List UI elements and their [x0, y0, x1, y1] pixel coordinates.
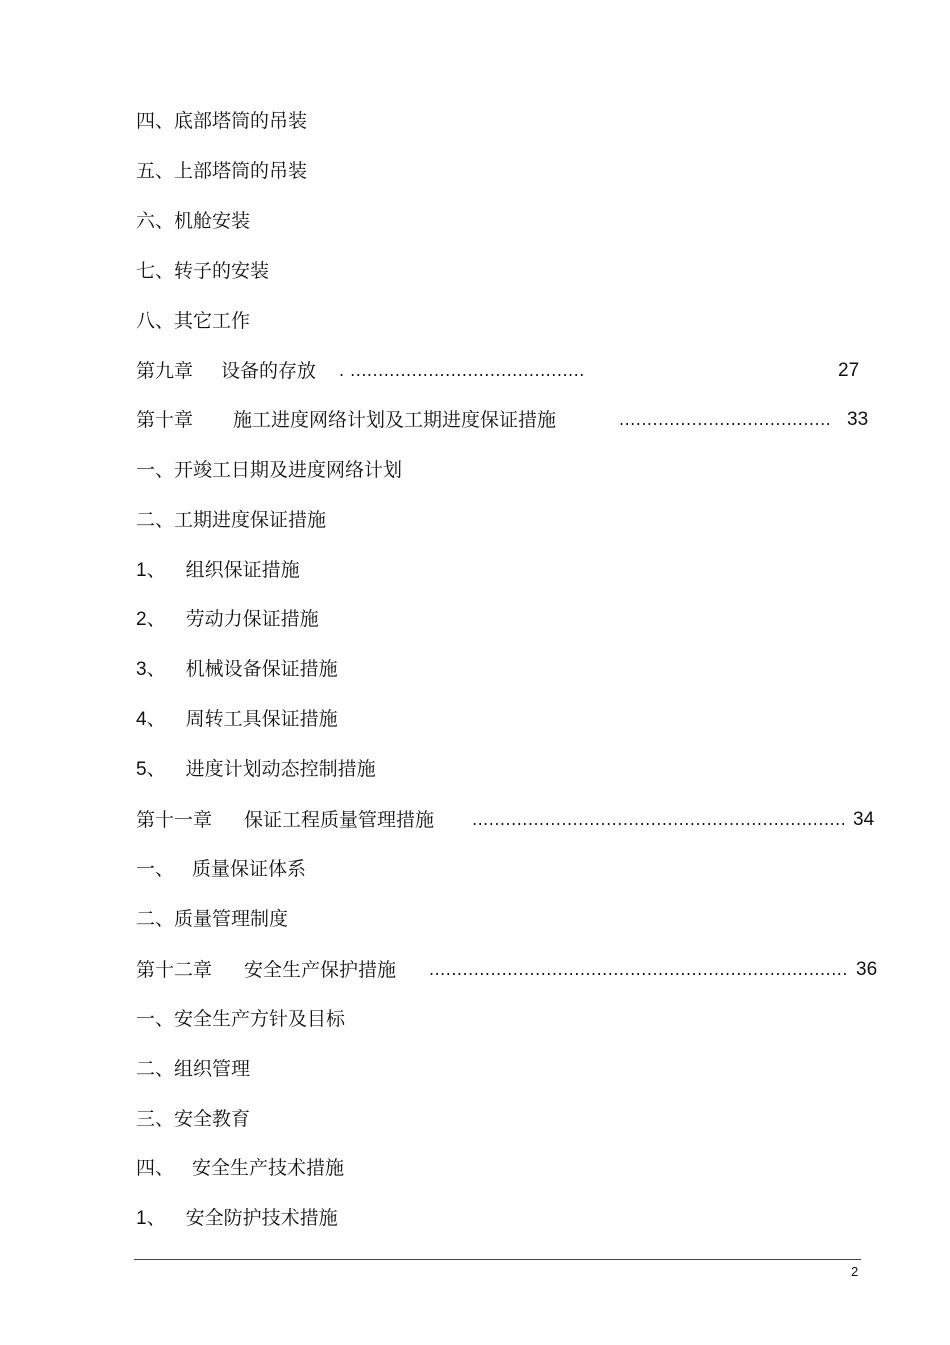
entry-text: 安全防护技术措施 — [185, 1207, 338, 1229]
footer-divider — [134, 1259, 861, 1260]
toc-entry — [136, 757, 376, 782]
entry-number: 2、 — [136, 609, 166, 630]
chapter-title: 施工进度网络计划及工期进度保证措施 — [233, 409, 557, 431]
leader-dots: . .......................................... — [339, 361, 585, 380]
entry-text: 周转工具保证措施 — [185, 708, 338, 730]
entry-text: 组织保证措施 — [185, 559, 300, 581]
chapter-number: 第十章 — [136, 409, 194, 431]
chapter-title: 安全生产保护措施 — [244, 959, 397, 981]
chapter-title: 设备的存放 — [221, 360, 317, 382]
entry-text: 机械设备保证措施 — [185, 658, 338, 680]
entry-number: 4、 — [136, 709, 166, 730]
toc-entry — [136, 657, 338, 682]
toc-chapter-11 — [136, 808, 434, 832]
toc-entry: 三、安全教育 — [136, 1108, 251, 1130]
leader-dots: ...................................... — [619, 410, 832, 429]
page-number: 36 — [856, 959, 878, 980]
chapter-number: 第十二章 — [136, 959, 213, 981]
leader-dots: ................................................................... — [472, 810, 847, 829]
chapter-number: 第九章 — [136, 360, 194, 382]
toc-entry: 一、开竣工日期及进度网络计划 — [136, 459, 403, 481]
entry-text: 劳动力保证措施 — [185, 608, 319, 630]
toc-entry: 二、组织管理 — [136, 1058, 251, 1080]
entry-text: 质量保证体系 — [192, 858, 307, 880]
toc-entry: 二、工期进度保证措施 — [136, 509, 327, 531]
entry-number: 一、 — [136, 858, 175, 880]
toc-chapter-10 — [136, 408, 556, 432]
toc-entry — [136, 558, 300, 583]
leader-dots: ........................................................................... — [429, 960, 848, 979]
page-number: 33 — [847, 409, 869, 430]
toc-entry — [136, 1206, 338, 1231]
toc-entry: 六、机舱安装 — [136, 210, 251, 232]
entry-text: 进度计划动态控制措施 — [185, 758, 376, 780]
entry-text: 安全生产技术措施 — [192, 1157, 345, 1179]
entry-number: 1、 — [136, 1208, 166, 1229]
toc-entry: 一、安全生产方针及目标 — [136, 1008, 346, 1030]
page-number: 27 — [838, 360, 860, 381]
toc-chapter-9 — [136, 359, 316, 383]
chapter-title: 保证工程质量管理措施 — [244, 809, 435, 831]
chapter-number: 第十一章 — [136, 809, 213, 831]
toc-entry: 四、底部塔筒的吊装 — [136, 110, 308, 132]
toc-chapter-12 — [136, 958, 396, 982]
entry-number: 四、 — [136, 1157, 175, 1179]
toc-entry: 七、转子的安装 — [136, 260, 270, 282]
footer-page-number: 2 — [851, 1264, 859, 1279]
entry-number: 1、 — [136, 560, 166, 581]
toc-entry — [136, 857, 306, 881]
toc-entry: 二、质量管理制度 — [136, 908, 289, 930]
toc-entry — [136, 1156, 344, 1180]
toc-entry: 八、其它工作 — [136, 310, 251, 332]
toc-entry: 五、上部塔筒的吊装 — [136, 160, 308, 182]
entry-number: 5、 — [136, 759, 166, 780]
entry-number: 3、 — [136, 659, 166, 680]
toc-entry — [136, 607, 319, 632]
page-number: 34 — [853, 809, 875, 830]
toc-entry — [136, 707, 338, 732]
